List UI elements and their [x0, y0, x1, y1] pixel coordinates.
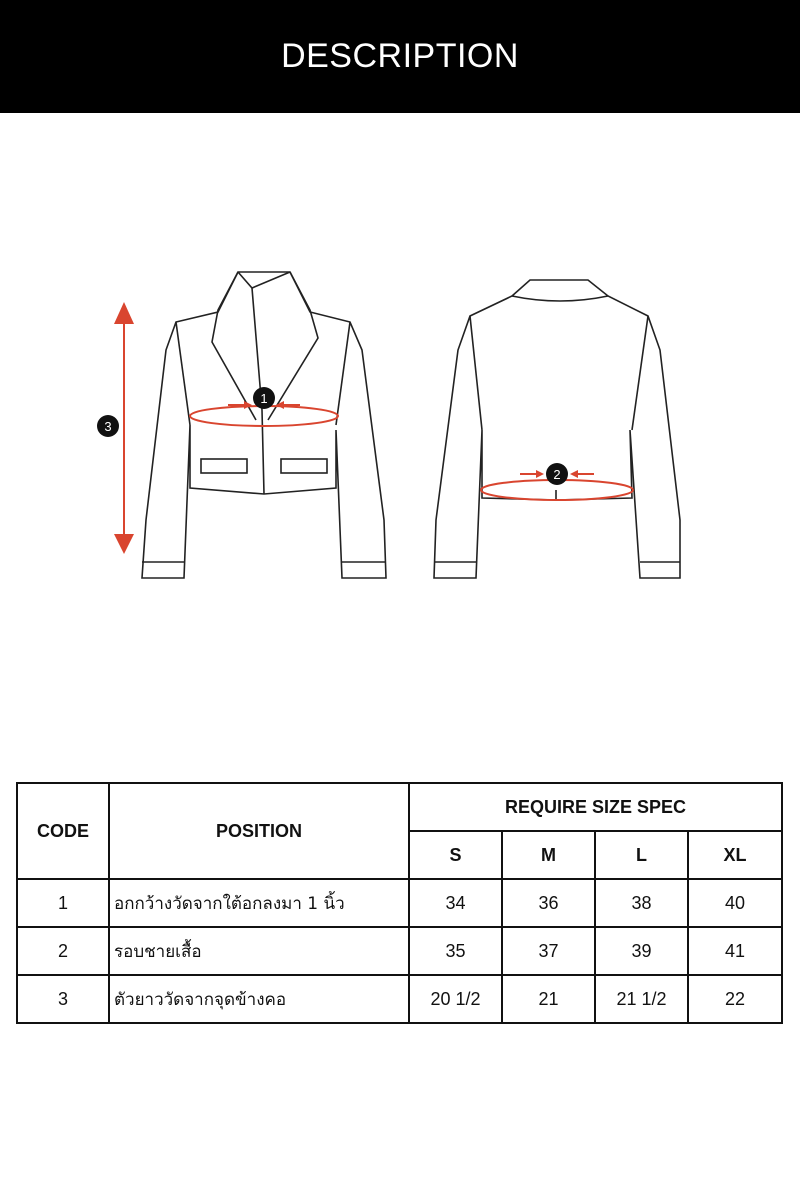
jacket-back-icon — [434, 280, 680, 578]
row-value-l: 38 — [595, 879, 688, 927]
row-code: 3 — [17, 975, 109, 1023]
marker-3-label: 3 — [104, 419, 112, 434]
table-header-row — [17, 783, 782, 831]
code-header: CODE — [17, 783, 109, 879]
row-value-s: 20 1/2 — [409, 975, 502, 1023]
row-value-xl: 41 — [688, 927, 782, 975]
marker-1-label: 1 — [260, 391, 268, 406]
table-row — [17, 927, 782, 975]
table-row — [17, 975, 782, 1023]
size-header-m: M — [502, 831, 595, 879]
table-row — [17, 879, 782, 927]
jacket-measurement-diagram — [0, 250, 800, 610]
marker-2-label: 2 — [553, 467, 561, 482]
row-code: 1 — [17, 879, 109, 927]
size-header-s: S — [409, 831, 502, 879]
header-bar — [0, 0, 800, 113]
row-value-l: 39 — [595, 927, 688, 975]
size-header-xl: XL — [688, 831, 782, 879]
row-position: ตัวยาววัดจากจุดข้างคอ — [109, 975, 409, 1023]
size-spec-table — [16, 782, 783, 1024]
size-header-l: L — [595, 831, 688, 879]
length-arrow-bottom — [114, 534, 134, 554]
row-value-s: 34 — [409, 879, 502, 927]
row-position: รอบชายเสื้อ — [109, 927, 409, 975]
length-arrow-top — [114, 302, 134, 324]
row-value-m: 37 — [502, 927, 595, 975]
row-value-xl: 40 — [688, 879, 782, 927]
row-value-l: 21 1/2 — [595, 975, 688, 1023]
page-title: DESCRIPTION — [281, 37, 519, 75]
row-value-s: 35 — [409, 927, 502, 975]
spec-header: REQUIRE SIZE SPEC — [409, 783, 782, 831]
row-value-xl: 22 — [688, 975, 782, 1023]
position-header: POSITION — [109, 783, 409, 879]
row-value-m: 36 — [502, 879, 595, 927]
row-code: 2 — [17, 927, 109, 975]
row-position: อกกว้างวัดจากใต้อกลงมา 1 นิ้ว — [109, 879, 409, 927]
row-value-m: 21 — [502, 975, 595, 1023]
